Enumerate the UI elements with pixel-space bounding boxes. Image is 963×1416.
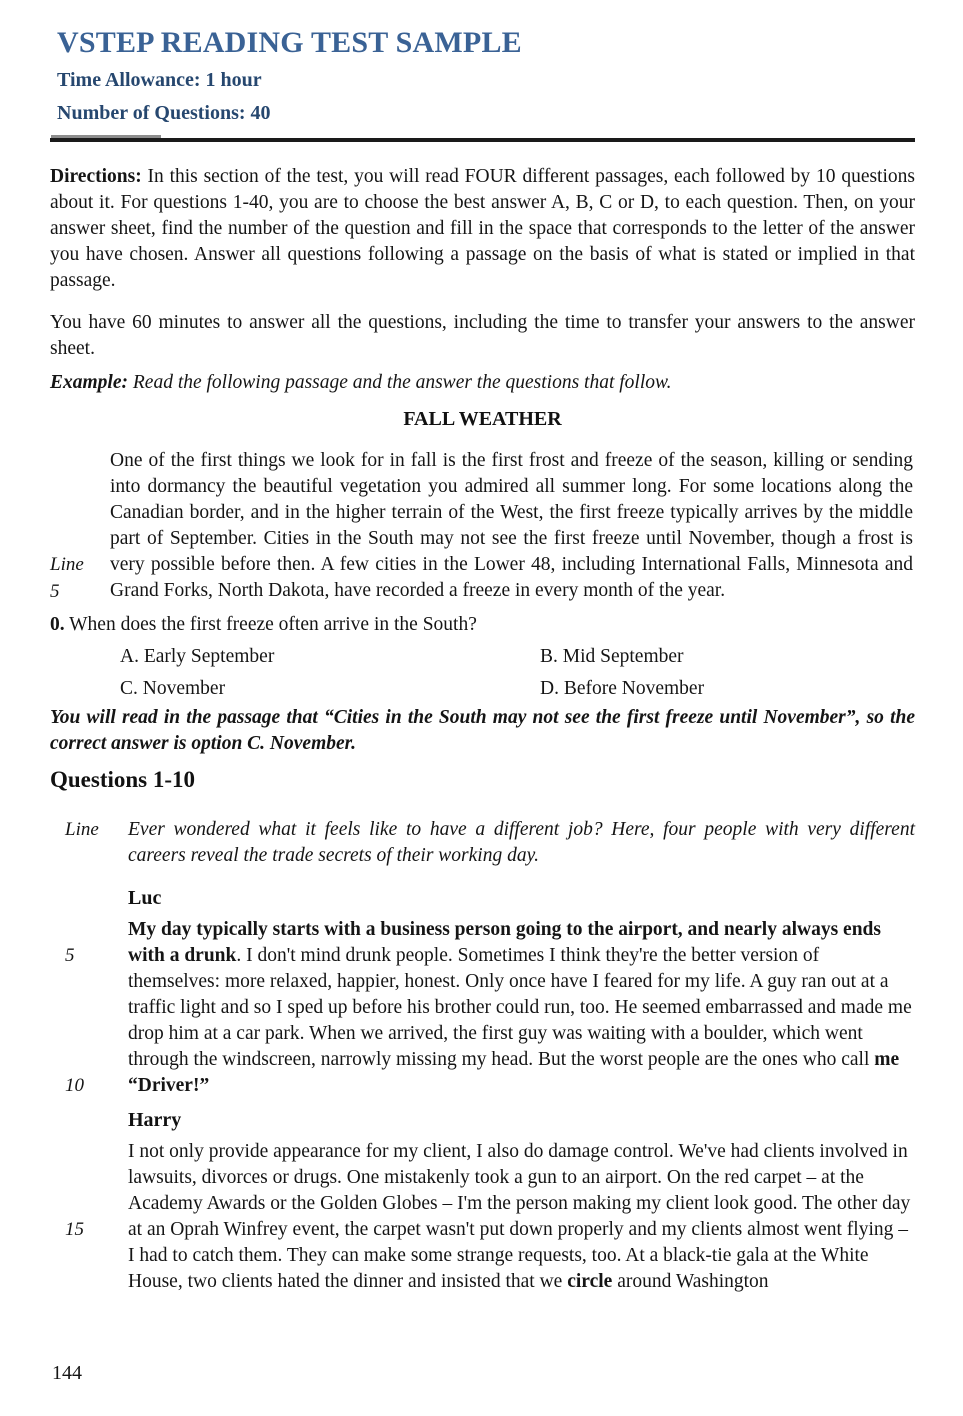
option-b: B. Mid September bbox=[540, 646, 684, 667]
option-a: A. Early September bbox=[120, 646, 275, 667]
passage-intro bbox=[50, 817, 915, 869]
option-c: C. November bbox=[120, 678, 226, 699]
directions-text: In this section of the test, you will read FOUR different passages, each followed by 10 questions about it. For questions 1-40, you are to choose the best answer A, B, C or D, to each question. Then, on your answer sheet, find the number of the question and fill in the space that corresponds to the letter of the answer you have chosen. Answer all questions following a passage on the basis of what is stated or implied in that passage. bbox=[50, 166, 915, 291]
option-d: D. Before November bbox=[540, 678, 705, 699]
passage-intro-text: Ever wondered what it feels like to have a different job? Here, four people with very different careers reveal the trade secrets of their working day. bbox=[128, 819, 915, 866]
luc-bold-lead: My day typically starts with a business person going to the airport, and nearly always ends with a drunk bbox=[128, 919, 881, 966]
sample-explanation: You will read in the passage that “Cities in the South may not see the first freeze until November”, so the correct answer is option C. November. bbox=[50, 707, 915, 754]
sample-question-options bbox=[50, 641, 915, 705]
sample-passage-text: One of the first things we look for in fall is the first frost and freeze of the season, killing or sending into dormancy the beautiful vegetation you admired all summer long. For some locations along the Canadian border, and in the higher terrain of the West, the first freeze typically arrives by the middle part of September. Cities in the South may not see the first freeze until November, though a frost is very possible before then. A few cities in the Lower 48, including International Falls, Minnesota and Grand Forks, North Dakota, have recorded a freeze in every month of the year. bbox=[110, 450, 913, 601]
luc-bold-tail: me “Driver!” bbox=[128, 1049, 900, 1096]
sample-question-text: When does the first freeze often arrive in the South? bbox=[64, 614, 477, 635]
sample-question bbox=[50, 612, 915, 638]
time-allowance: Time Allowance: 1 hour bbox=[57, 69, 262, 91]
margin-line-number-5: 5 bbox=[50, 581, 60, 602]
directions-paragraph bbox=[50, 164, 915, 294]
timing-note: You have 60 minutes to answer all the questions, including the time to transfer your answers to the answer sheet. bbox=[50, 312, 915, 359]
sample-question-number: 0. bbox=[50, 614, 65, 635]
sample-passage bbox=[50, 448, 915, 604]
page-number: 144 bbox=[52, 1362, 82, 1384]
example-text: Read the following passage and the answer the questions that follow. bbox=[128, 372, 672, 393]
question-count: Number of Questions: 40 bbox=[57, 102, 271, 124]
harry-body-end: around Washington bbox=[612, 1271, 769, 1292]
margin-line-number-15: 15 bbox=[65, 1219, 84, 1240]
luc-paragraph bbox=[65, 917, 915, 1099]
section-heading: Questions 1-10 bbox=[50, 767, 196, 792]
harry-body-start: I not only provide appearance for my client, I also do damage control. We've had clients involved in lawsuits, divorces or drugs. One mistakenly took a gun to an airport. On the red carpet – at the Academy Awards or the Golden Globes – I'm the person making my client look good. The other day at an Oprah Winfrey event, the carpet wasn't put down properly and my clients almost went flying – I had to catch them. They can make some strange requests, too. At a black-tie gala at the White House, two clients hated the dinner and insisted that we bbox=[128, 1141, 911, 1292]
example-line bbox=[50, 370, 915, 396]
harry-paragraph bbox=[65, 1139, 915, 1295]
divider-line bbox=[50, 138, 915, 142]
sample-passage-title: FALL WEATHER bbox=[403, 408, 562, 430]
speaker-luc-heading: Luc bbox=[128, 887, 162, 909]
speaker-passages bbox=[50, 885, 915, 1295]
luc-body-text: . I don't mind drunk people. Sometimes I think they're the better version of themselves: more relaxed, happier, honest. Only once have I feared for my life. A guy ran out at a traffic light and so I sped up before his brother could run, too. He seemed embarrassed and made me drop him at a car park. When we arrived, the first guy was waiting with a boulder, which went through the windscreen, narrowly missing my head. But the worst people are the ones who call bbox=[128, 945, 912, 1070]
example-label: Example: bbox=[50, 372, 128, 393]
page-title: VSTEP READING TEST SAMPLE bbox=[57, 26, 522, 59]
margin-line-number-5: 5 bbox=[65, 945, 75, 966]
margin-line-label: Line bbox=[65, 819, 99, 840]
margin-line-number-10: 10 bbox=[65, 1075, 84, 1096]
speaker-harry-heading: Harry bbox=[128, 1109, 182, 1131]
header-divider bbox=[50, 135, 915, 142]
margin-line-label: Line bbox=[50, 554, 84, 575]
harry-bold-word: circle bbox=[567, 1271, 613, 1292]
directions-label: Directions: bbox=[50, 166, 142, 187]
